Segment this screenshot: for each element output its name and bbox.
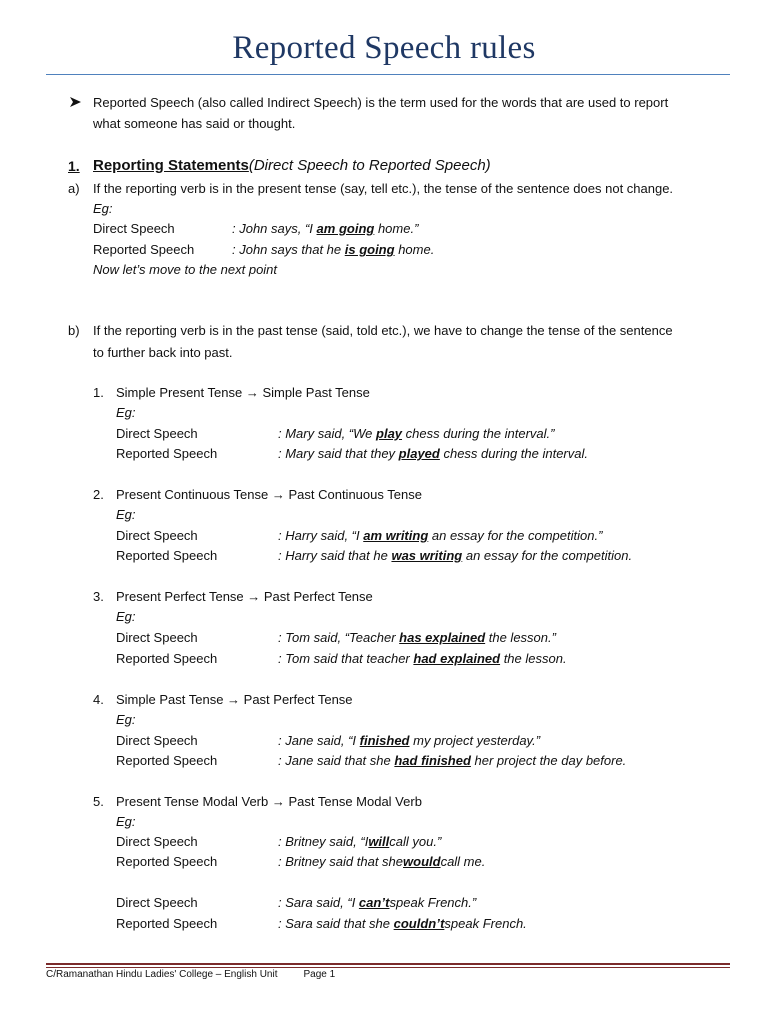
key-verb: had finished: [394, 753, 471, 768]
rule-b-line-1: If the reporting verb is in the past tense (said, told etc.), we have to change the tense of the sentence: [93, 323, 673, 338]
example-text: chess during the interval.”: [402, 426, 555, 441]
reported-speech-example: [232, 242, 434, 258]
tense-heading: Present Perfect Tense → Past Perfect Tense: [116, 589, 373, 604]
rule-a-marker: a): [68, 181, 80, 196]
direct-speech-example: [278, 426, 555, 442]
key-verb: am going: [316, 221, 375, 236]
rule-a-note: Now let’s move to the next point: [93, 262, 278, 277]
direct-speech-example: [278, 528, 602, 544]
footer-divider-thin: [46, 967, 730, 968]
key-verb: play: [376, 426, 403, 441]
example-text: : Jane said that she: [278, 753, 395, 768]
reported-speech-example: [278, 446, 588, 462]
key-verb: couldn’t: [393, 916, 445, 931]
example-text: : Tom said, “Teacher: [278, 630, 400, 645]
example-text: home.”: [374, 221, 419, 236]
example-text: : Mary said, “We: [278, 426, 377, 441]
example-text: : Harry said, “I: [278, 528, 364, 543]
reported-speech-example: [278, 651, 567, 667]
reported-speech-example: [278, 916, 527, 932]
direct-speech-label: Direct Speech: [93, 221, 175, 236]
eg-label: Eg:: [116, 712, 136, 727]
example-text: : John says that he: [232, 242, 345, 257]
reported-speech-label: Reported Speech: [116, 548, 218, 563]
direct-speech-example: [232, 221, 418, 237]
reported-speech-label: Reported Speech: [116, 446, 218, 461]
example-text: an essay for the competition.”: [428, 528, 603, 543]
key-verb: was writing: [391, 548, 463, 563]
section-heading: [93, 157, 491, 174]
example-text: the lesson.: [500, 651, 567, 666]
eg-label: Eg:: [116, 507, 136, 522]
key-verb: has explained: [399, 630, 486, 645]
page-title: Reported Speech rules: [232, 30, 536, 66]
reported-speech-label: Reported Speech: [116, 854, 218, 869]
key-verb: is going: [344, 242, 395, 257]
tense-heading: Present Continuous Tense → Past Continuous Tense: [116, 487, 422, 502]
example-text: : Britney said that she: [278, 854, 404, 869]
example-text: : Britney said, “I: [278, 834, 369, 849]
example-text: : Harry said that he: [278, 548, 392, 563]
example-text: my project yesterday.”: [409, 733, 541, 748]
direct-speech-example: [278, 895, 476, 911]
key-verb: had explained: [413, 651, 501, 666]
direct-speech-label: Direct Speech: [116, 528, 198, 543]
reported-speech-label: Reported Speech: [116, 753, 218, 768]
key-verb: will: [368, 834, 390, 849]
direct-speech-example: [278, 733, 540, 749]
key-verb: played: [398, 446, 440, 461]
direct-speech-example: [278, 834, 441, 850]
direct-speech-label: Direct Speech: [116, 630, 198, 645]
tense-number: 2.: [93, 487, 104, 502]
tense-heading: Present Tense Modal Verb → Past Tense Modal Verb: [116, 794, 422, 809]
section-heading-bold: Reporting Statements: [93, 157, 249, 174]
example-text: : Mary said that they: [278, 446, 399, 461]
eg-label: Eg:: [116, 814, 136, 829]
key-verb: am writing: [363, 528, 429, 543]
footer-divider: [46, 963, 730, 965]
reported-speech-example: [278, 753, 626, 769]
title-divider: [46, 74, 730, 75]
key-verb: can’t: [358, 895, 390, 910]
intro-line-2: what someone has said or thought.: [93, 116, 296, 131]
rule-a-text: If the reporting verb is in the present tense (say, tell etc.), the tense of the sentence does not change.: [93, 181, 674, 196]
direct-speech-label: Direct Speech: [116, 895, 198, 910]
example-text: : Tom said that teacher: [278, 651, 414, 666]
example-text: her project the day before.: [470, 753, 627, 768]
section-number: 1.: [68, 158, 80, 174]
example-text: the lesson.”: [485, 630, 556, 645]
reported-speech-label: Reported Speech: [116, 916, 218, 931]
eg-label: Eg:: [116, 405, 136, 420]
rule-b-marker: b): [68, 323, 80, 338]
example-text: home.: [394, 242, 435, 257]
example-text: chess during the interval.: [439, 446, 588, 461]
tense-number: 1.: [93, 385, 104, 400]
page-number: Page 1: [303, 969, 336, 980]
direct-speech-label: Direct Speech: [116, 834, 198, 849]
reported-speech-label: Reported Speech: [116, 651, 218, 666]
example-text: an essay for the competition.: [462, 548, 633, 563]
page-footer: [46, 969, 335, 980]
section-heading-italic: (Direct Speech to Reported Speech): [248, 157, 491, 174]
eg-label: Eg:: [93, 201, 113, 216]
example-text: : Jane said, “I: [278, 733, 360, 748]
example-text: speak French.”: [389, 895, 477, 910]
tense-number: 5.: [93, 794, 104, 809]
key-verb: would: [403, 854, 441, 869]
tense-number: 3.: [93, 589, 104, 604]
example-text: call you.”: [389, 834, 442, 849]
direct-speech-example: [278, 630, 556, 646]
reported-speech-example: [278, 854, 485, 870]
direct-speech-label: Direct Speech: [116, 733, 198, 748]
reported-speech-label: Reported Speech: [93, 242, 195, 257]
example-text: speak French.: [444, 916, 527, 931]
example-text: call me.: [440, 854, 486, 869]
rule-b-line-2: to further back into past.: [93, 345, 233, 360]
footer-text: C/Ramanathan Hindu Ladies' College – English Unit: [46, 969, 278, 980]
example-text: : John says, “I: [232, 221, 317, 236]
example-text: : Sara said, “I: [278, 895, 359, 910]
intro-line-1: Reported Speech (also called Indirect Speech) is the term used for the words that are used to report: [93, 95, 669, 110]
direct-speech-label: Direct Speech: [116, 426, 198, 441]
example-text: : Sara said that she: [278, 916, 394, 931]
tense-heading: Simple Past Tense → Past Perfect Tense: [116, 692, 353, 707]
reported-speech-example: [278, 548, 632, 564]
tense-heading: Simple Present Tense → Simple Past Tense: [116, 385, 370, 400]
tense-number: 4.: [93, 692, 104, 707]
arrow-bullet-icon: [69, 96, 83, 108]
eg-label: Eg:: [116, 609, 136, 624]
key-verb: finished: [359, 733, 410, 748]
